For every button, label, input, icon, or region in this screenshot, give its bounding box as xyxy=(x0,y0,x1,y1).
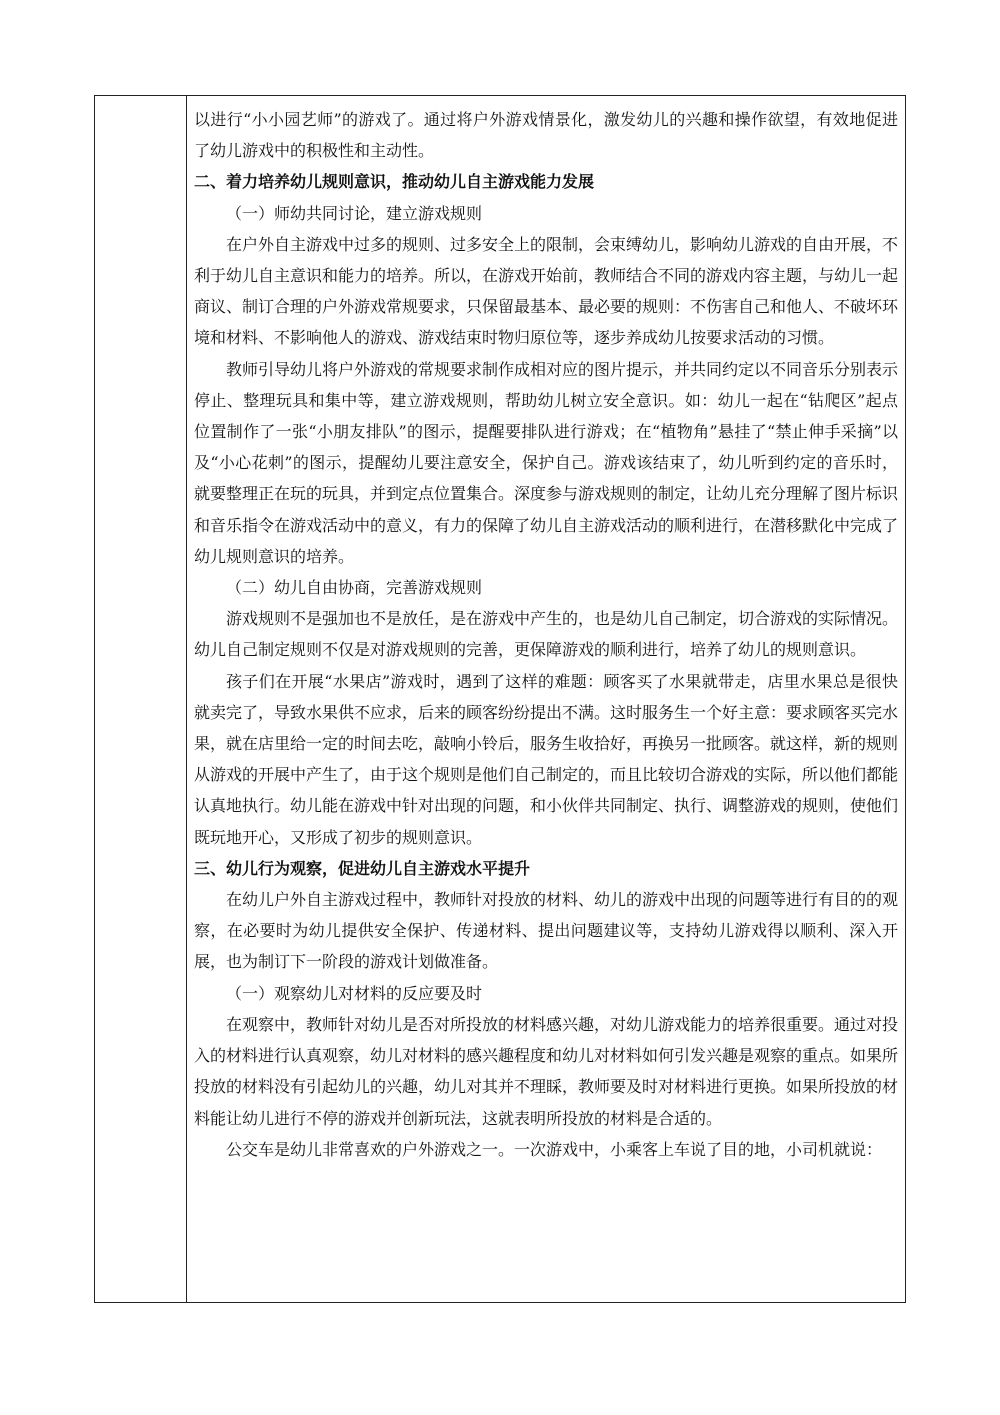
table-content-cell xyxy=(194,104,898,1165)
paragraph-body: 游戏规则不是强加也不是放任，是在游戏中产生的，也是幼儿自己制定，切合游戏的实际情况。幼儿自己制定规则不仅是对游戏规则的完善，更保障游戏的顺利进行，培养了幼儿的规则意识。 xyxy=(194,609,899,660)
section-heading-3: 三、幼儿行为观察，促进幼儿自主游戏水平提升 xyxy=(194,858,531,878)
paragraph-body: 在幼儿户外自主游戏过程中，教师针对投放的材料、幼儿的游戏中出现的问题等进行有目的的观察，在必要时为幼儿提供安全保护、传递材料、提出问题建议等，支持幼儿游戏得以顺利、深入开展，也为制订下一阶段的游戏计划做准备。 xyxy=(194,890,899,972)
subheading: （一）师幼共同讨论，建立游戏规则 xyxy=(226,203,483,223)
paragraph-body: 教师引导幼儿将户外游戏的常规要求制作成相对应的图片提示，并共同约定以不同音乐分别表示停止、整理玩具和集中等，建立游戏规则，帮助幼儿树立安全意识。如：幼儿一起在“钻爬区”起点位置制作了一张“小朋友排队”的图示，提醒要排队进行游戏；在“植物角”悬挂了“禁止伸手采摘”以及“小心花刺”的图示，提醒幼儿要注意安全，保护自己。游戏该结束了，幼儿听到约定的音乐时，就要整理正在玩的玩具，并到定点位置集合。深度参与游戏规则的制定，让幼儿充分理解了图片标识和音乐指令在游戏活动中的意义，有力的保障了幼儿自主游戏活动的顺利进行，在潜移默化中完成了幼儿规则意识的培养。 xyxy=(194,359,899,566)
document-table xyxy=(94,95,906,1303)
table-left-column xyxy=(95,96,187,1302)
paragraph-body: 在观察中，教师针对幼儿是否对所投放的材料感兴趣，对幼儿游戏能力的培养很重要。通过对投入的材料进行认真观察，幼儿对材料的感兴趣程度和幼儿对材料如何引发兴趣是观察的重点。如果所投放的材料没有引起幼儿的兴趣，幼儿对其并不理睬，教师要及时对材料进行更换。如果所投放的材料能让幼儿进行不停的游戏并创新玩法，这就表明所投放的材料是合适的。 xyxy=(194,1014,899,1128)
subheading: （二）幼儿自由协商，完善游戏规则 xyxy=(226,578,483,598)
paragraph-body: 在户外自主游戏中过多的规则、过多安全上的限制，会束缚幼儿，影响幼儿游戏的自由开展，不利于幼儿自主意识和能力的培养。所以，在游戏开始前，教师结合不同的游戏内容主题，与幼儿一起商议、制订合理的户外游戏常规要求，只保留最基本、最必要的规则：不伤害自己和他人、不破坏环境和材料、不影响他人的游戏、游戏结束时物归原位等，逐步养成幼儿按要求活动的习惯。 xyxy=(194,234,899,348)
subheading: （一）观察幼儿对材料的反应要及时 xyxy=(226,983,483,1003)
paragraph-body: 以进行“小小园艺师”的游戏了。通过将户外游戏情景化，激发幼儿的兴趣和操作欲望，有效地促进了幼儿游戏中的积极性和主动性。 xyxy=(194,110,898,161)
paragraph-body: 孩子们在开展“水果店”游戏时，遇到了这样的难题：顾客买了水果就带走，店里水果总是很快就卖完了，导致水果供不应求，后来的顾客纷纷提出不满。这时服务生一个好主意：要求顾客买完水果，就在店里给一定的时间去吃，敲响小铃后，服务生收拾好，再换另一批顾客。就这样，新的规则从游戏的开展中产生了，由于这个规则是他们自己制定的，而且比较切合游戏的实际，所以他们都能认真地执行。幼儿能在游戏中针对出现的问题，和小伙伴共同制定、执行、调整游戏的规则，使他们既玩地开心，又形成了初步的规则意识。 xyxy=(194,671,899,847)
section-heading-2: 二、着力培养幼儿规则意识，推动幼儿自主游戏能力发展 xyxy=(194,172,595,192)
paragraph-body: 公交车是幼儿非常喜欢的户外游戏之一。一次游戏中，小乘客上车说了目的地，小司机就说： xyxy=(226,1139,883,1159)
